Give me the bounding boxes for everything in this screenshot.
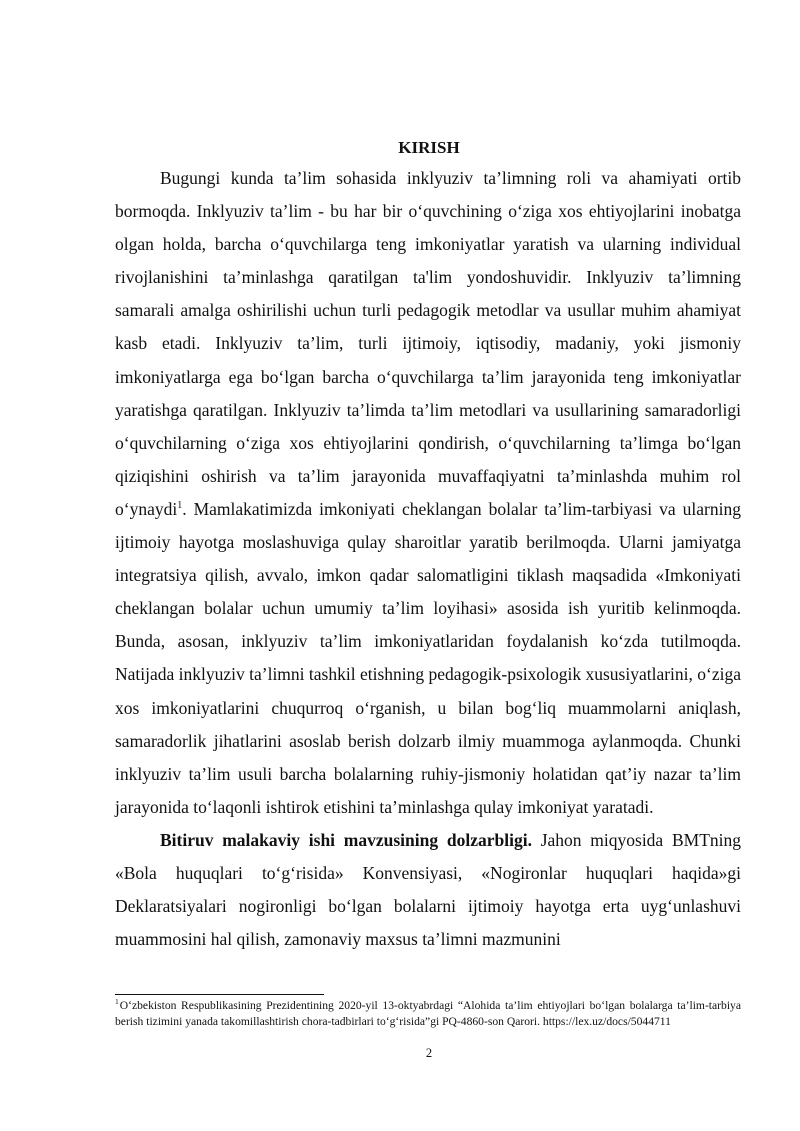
footnote: [115, 998, 741, 1029]
relevance-heading: Bitiruv malakaviy ishi mavzusining dolzarbligi.: [160, 829, 532, 850]
footnote-number: 1: [115, 997, 119, 1007]
page-number: 2: [425, 1046, 433, 1060]
body-text: [115, 162, 741, 956]
paragraph-intro-continuation: . Mamlakatimizda imkoniyati cheklangan bolalar ta’lim-tarbiyasi va ularning ijtimoiy hayotga moslashuviga qulay sharoitlar yaratib berilmoqda. Ularni jamiyatga integratsiya qilish, avvalo, imkon qadar salomatligini tiklash maqsadida «Imkoniyati cheklangan bolalar uchun umumiy ta’lim loyihasi» asosida ish yuritib kelinmoqda. Bunda, asosan, inklyuziv ta’lim imkoniyatlaridan foydalanish ko‘zda tutilmoqda. Natijada inklyuziv ta’limni tashkil etishning pedagogik-psixologik xususiyatlarini, o‘ziga xos imkoniyatlarini chuqurroq o‘rganish, u bilan bog‘liq muammolarni aniqlash, samaradorlik jihatlarini asoslab berish dolzarb ilmiy muammoga aylanmoqda. Chunki inklyuziv ta’lim usuli barcha bolalarning ruhiy-jismoniy holatidan qat’iy nazar ta’lim jarayonida to‘laqonli ishtirok etishini ta’minlashga qulay imkoniyat yaratadi.: [115, 498, 742, 817]
section-heading: KIRISH: [398, 138, 460, 157]
footnote-text: O‘zbekiston Respublikasining Prezidentining 2020-yil 13-oktyabrdagi “Alohida ta’lim ehtiyojlari bo‘lgan bolalarga ta’lim-tarbiya berish tizimini yanada takomillashtirish chora-tadbirlari to‘g‘risida”gi PQ-4860-son Qarori. https://lex.uz/docs/5044711: [115, 999, 741, 1028]
paragraph-intro: [115, 162, 741, 824]
paragraph-intro-text: Bugungi kunda ta’lim sohasida inklyuziv ta’limning roli va ahamiyati ortib bormoqda. Inklyuziv ta’lim - bu har bir o‘quvchining o‘ziga xos ehtiyojlarini inobatga olgan holda, barcha o‘quvchilarga teng imkoniyatlar yaratish va ularning individual rivojlanishini ta’minlashga qaratilgan ta'lim yondoshuvidir. Inklyuziv ta’limning samarali amalga oshirilishi uchun turli pedagogik metodlar va usullar muhim ahamiyat kasb etadi. Inklyuziv ta’lim, turli ijtimoiy, iqtisodiy, madaniy, yoki jismoniy imkoniyatlarga ega bo‘lgan barcha o‘quvchilarga ta’lim jarayonida teng imkoniyatlar yaratishga qaratilgan. Inklyuziv ta’limda ta’lim metodlari va usullarining samaradorligi o‘quvchilarning o‘ziga xos ehtiyojlarini qondirish, o‘quvchilarning ta’limga bo‘lgan qiziqishini oshirish va ta’lim jarayonida muvaffaqiyatni ta’minlashda muhim rol o‘ynaydi: [115, 168, 741, 519]
footnote-reference[interactable]: 1: [177, 500, 183, 512]
footnote-separator: [115, 994, 324, 995]
paragraph-relevance: [115, 824, 741, 956]
relevance-text: Jahon miqyosida BMTning «Bola huquqlari to‘g‘risida» Konvensiyasi, «Nogironlar huquqlari haqida»gi Deklaratsiyalari nogironligi bo‘lgan bolalarni ijtimoiy hayotga erta uyg‘unlashuvi muammosini hal qilish, zamonaviy maxsus ta’limni mazmunini: [115, 829, 741, 950]
